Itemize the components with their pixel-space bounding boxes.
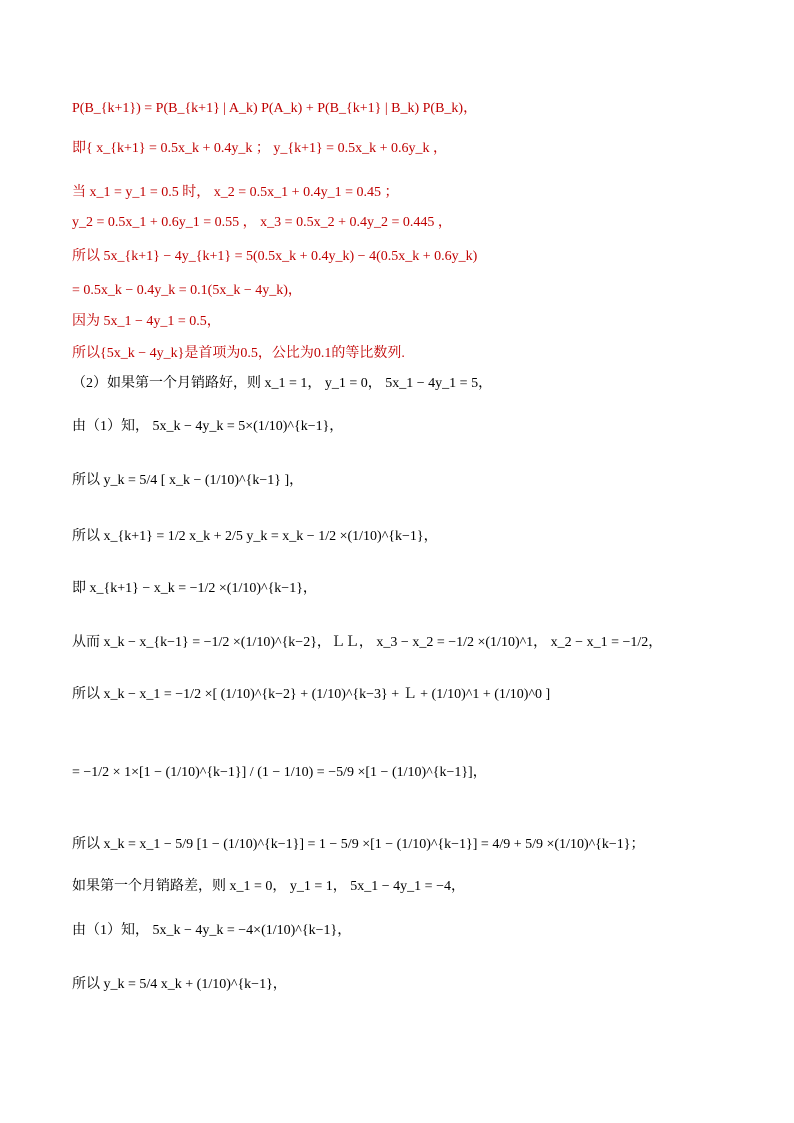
formula-line-3: 当 x_1 = y_1 = 0.5 时， x_2 = 0.5x_1 + 0.4y_1 = 0.45 ； — [72, 185, 399, 200]
formula-line-15: 所以 x_k − x_1 = −1/2 ×[ (1/10)^{k−2} + (1/10)^{k−3} + Ｌ + (1/10)^1 + (1/10)^0 ] — [72, 687, 551, 702]
formula-line-14: 从而 x_k − x_{k−1} = −1/2 ×(1/10)^{k−2}，ＬＬ， x_3 − x_2 = −1/2 ×(1/10)^1， x_2 − x_1 = −1/2， — [72, 635, 663, 650]
formula-line-6: = 0.5x_k − 0.4y_k = 0.1(5x_k − 4y_k)， — [72, 283, 302, 298]
formula-line-19: 由（1）知， 5x_k − 4y_k = −4×(1/10)^{k−1}， — [72, 923, 352, 938]
formula-line-12: 所以 x_{k+1} = 1/2 x_k + 2/5 y_k = x_k − 1/2 ×(1/10)^{k−1}， — [72, 529, 438, 544]
formula-line-16: = −1/2 × 1×[1 − (1/10)^{k−1}] / (1 − 1/10) = −5/9 ×[1 − (1/10)^{k−1}]， — [72, 765, 487, 780]
formula-line-13: 即 x_{k+1} − x_k = −1/2 ×(1/10)^{k−1}， — [72, 581, 317, 596]
formula-line-9: （2）如果第一个月销路好，则 x_1 = 1， y_1 = 0， 5x_1 − 4y_1 = 5， — [72, 376, 493, 391]
formula-line-4: y_2 = 0.5x_1 + 0.6y_1 = 0.55 ， x_3 = 0.5x_2 + 0.4y_2 = 0.445 ， — [72, 215, 452, 230]
formula-line-17: 所以 x_k = x_1 − 5/9 [1 − (1/10)^{k−1}] = 1 − 5/9 ×[1 − (1/10)^{k−1}] = 4/9 + 5/9 ×(1/10)^{k−1}； — [72, 837, 645, 852]
formula-line-7: 因为 5x_1 − 4y_1 = 0.5， — [72, 314, 221, 329]
formula-line-20: 所以 y_k = 5/4 x_k + (1/10)^{k−1}， — [72, 977, 287, 992]
formula-line-11: 所以 y_k = 5/4 [ x_k − (1/10)^{k−1} ]， — [72, 473, 304, 488]
formula-line-18: 如果第一个月销路差，则 x_1 = 0， y_1 = 1， 5x_1 − 4y_1 = −4， — [72, 879, 465, 894]
formula-line-10: 由（1）知， 5x_k − 4y_k = 5×(1/10)^{k−1}， — [72, 419, 344, 434]
formula-line-2: 即{ x_{k+1} = 0.5x_k + 0.4y_k ； y_{k+1} = 0.5x_k + 0.6y_k ， — [72, 141, 447, 156]
formula-line-1: P(B_{k+1}) = P(B_{k+1} | A_k) P(A_k) + P(B_{k+1} | B_k) P(B_k)， — [72, 101, 478, 116]
formula-line-5: 所以 5x_{k+1} − 4y_{k+1} = 5(0.5x_k + 0.4y_k) − 4(0.5x_k + 0.6y_k) — [72, 249, 478, 264]
formula-line-8: 所以{5x_k − 4y_k}是首项为0.5，公比为0.1的等比数列. — [72, 346, 405, 361]
